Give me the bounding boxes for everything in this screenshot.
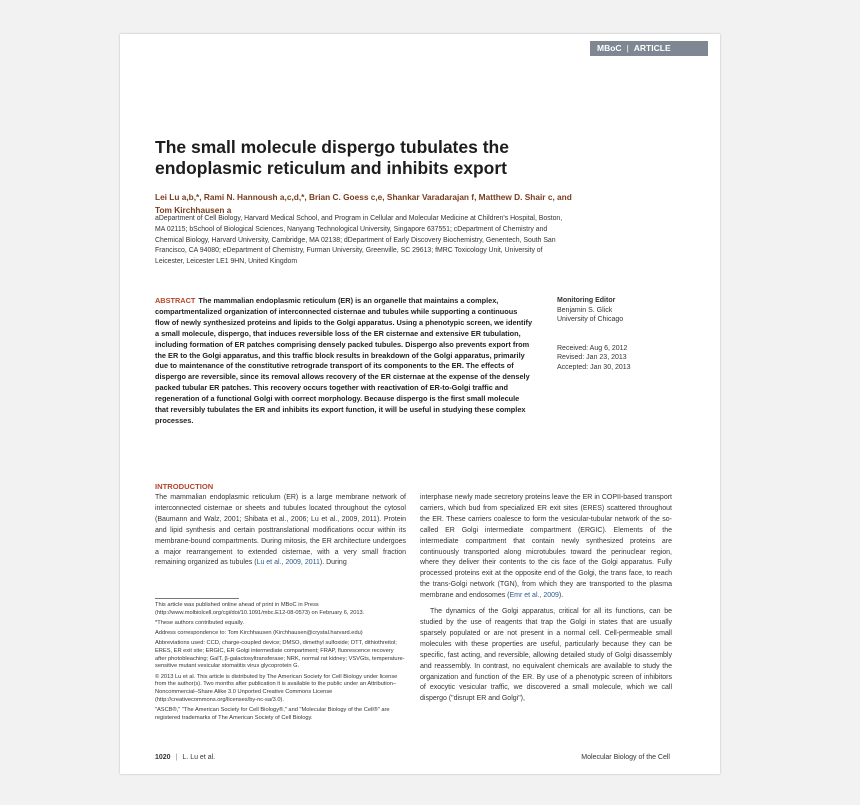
footnote-correspondence: Address correspondence to: Tom Kirchhausen (Kirchhausen@crystal.harvard.edu) <box>155 630 363 637</box>
accepted-date: Accepted: Jan 30, 2013 <box>557 363 631 371</box>
intro-paragraph-1-tail: ). During <box>319 559 347 567</box>
editor-affiliation: University of Chicago <box>557 316 624 323</box>
page-number: 1020 <box>155 754 171 761</box>
abstract <box>155 296 533 427</box>
citation-link[interactable]: Lu et al., 2009, 2011 <box>256 559 320 567</box>
abstract-label: ABSTRACT <box>155 296 196 305</box>
intro-paragraph-2-tail: ). <box>558 592 564 600</box>
editor-name: Benjamin S. Glick <box>557 306 613 314</box>
journal-badge <box>590 41 708 56</box>
intro-paragraph-1: The mammalian endoplasmic reticulum (ER) is a large membrane network of interconnected cisternae or sheets and tubules located throughout the cytosol (Baumann and Walz, 2001; Shibata et al., 2006; Lu et al., 2009, 2011). Protein and lipid synthesis and certain posttranslational modifications occur within its membrane-bound compartments. During mitosis, the ER architecture undergoes a major rearrangement to extended cisternae, with a very small fraction remaining organized as tubules ( <box>155 494 406 567</box>
footnote-trademarks: "ASCB®," "The American Society for Cell Biology®," and "Molecular Biology of the Cell®" are registered trademarks of The American Society of Cell Biology. <box>155 706 390 721</box>
footer-separator: | <box>175 754 178 761</box>
footnote-online: This article was published online ahead of print in MBoC in Press (http://www.molbiolcell.org/cgi/doi/10.1091/mbc.E12-08-0573) on February 6, 2013. <box>155 602 365 616</box>
article-title: The small molecule dispergo tubulates the endoplasmic reticulum and inhibits export <box>155 137 509 178</box>
footnote-copyright: © 2013 Lu et al. This article is distributed by The American Society for Cell Biology under license from the author(s). Two months after publication it is available to the public under an Attribution–Noncommercial–Share Alike 3.0 Unported Creative Commons License (http://creativecommons.org/licenses/by-nc-sa/3.0). <box>155 673 398 703</box>
editor-sidebar <box>557 296 697 372</box>
citation-link[interactable]: Emr et al., 2009 <box>509 592 559 600</box>
intro-column-left <box>155 493 406 569</box>
author-list: Lei Lu a,b,*, Rami N. Hannoush a,c,d,*, Brian C. Goess c,e, Shankar Varadarajan f, Matthew D. Shair c, and Tom Kirchhausen a <box>155 192 572 215</box>
footnote-divider <box>155 598 239 599</box>
journal-name: Molecular Biology of the Cell <box>581 754 670 761</box>
badge-separator: | <box>626 43 629 53</box>
editor-heading: Monitoring Editor <box>557 297 616 304</box>
page-footer <box>155 754 670 761</box>
article-type: ARTICLE <box>633 43 671 53</box>
intro-paragraph-2 <box>420 493 672 602</box>
intro-paragraph-2-text: interphase newly made secretory proteins leave the ER in COPII-based transport carriers, which bud from specialized ER exit sites (ERES) scattered throughout the ER. These carriers coalesce to form the vesicular-tubular network of the so-called ER Golgi intermediate compartment (ERGIC). Elements of the intermediate compartment that contain newly synthesized proteins are continuously transported along microtubules toward the perinuclear region, where they deliver their contents to the cis face of the Golgi apparatus. Fully processed proteins exit at the opposite end of the Golgi, the trans face, to reach the trans-Golgi network (TGN), from which they are transported to the plasma membrane and endosomes ( <box>420 494 672 600</box>
abstract-text: The mammalian endoplasmic reticulum (ER) is an organelle that maintains a complex, compartmentalized organization of interconnected cisternae and tubules while supporting a continuous flow of newly synthesized proteins and lipids to the Golgi apparatus. Using a phenotypic screen, we identify a small molecule, dispergo, that induces reversible loss of the ER cisternae and extensive ER tubulation, including formation of ER patches comprising densely packed tubules. Dispergo also prevents export from the ER to the Golgi apparatus, and this traffic block results in breakdown of the Golgi apparatus, primarily due to maintenance of the constitutive retrograde transport of its components to the ER. The effects of dispergo are reversible, since its removal allows recovery of the ER cisternae at the expense of the densely packed tubular ER patches. This recovery occurs together with reactivation of ER-to-Golgi traffic and regeneration of a functional Golgi with correct morphology. Because dispergo is the first small molecule that reversibly tubulates the ER and inhibits its export function, it will be useful in studying these complex processes. <box>155 296 533 425</box>
received-date: Received: Aug 6, 2012 <box>557 344 628 352</box>
article-page <box>120 34 720 774</box>
intro-column-right <box>420 493 672 705</box>
section-heading-introduction: INTRODUCTION <box>155 482 214 491</box>
journal-abbr: MBoC <box>597 43 622 53</box>
intro-paragraph-3: The dynamics of the Golgi apparatus, critical for all its functions, can be studied by the use of reagents that trap the Golgi in states that are usually sparsely populated or are not present in a normal cell. Cell-permeable small molecules with these properties are useful, particularly because they can be specific, fast acting, and reversible, allowing detailed study of Golgi disassembly and reassembly. In contrast, no equivalent chemicals are available to study the organization and function of the ER. By use of a phenotypic screen of inhibitors of exocytic vesicular traffic, we discovered a small molecule, which we call dispergo ("disrupt ER and Golgi"), <box>420 608 672 703</box>
footnotes <box>155 602 406 725</box>
running-author: L. Lu et al. <box>182 754 216 761</box>
affiliations: aDepartment of Cell Biology, Harvard Medical School, and Program in Cellular and Molecular Medicine at Children's Hospital, Boston, MA 02115; bSchool of Biological Sciences, Nanyang Technological University, Singapore 637551; cDepartment of Chemistry and Chemical Biology, Harvard University, Cambridge, MA 02138; dDepartment of Early Discovery Biochemistry, Genentech, South San Francisco, CA 94080; eDepartment of Chemistry, Furman University, Greenville, SC 29613; fMRC Toxicology Unit, University of Leicester, Leicester LE1 9HN, United Kingdom <box>155 215 563 266</box>
footnote-equal-contribution: *These authors contributed equally. <box>155 619 245 626</box>
footnote-abbreviations: Abbreviations used: CCD, charge-coupled device; DMSO, dimethyl sulfoxide; DTT, dithiothreitol; ERES, ER exit site; ERGIC, ER Golgi intermediate compartment; FRAP, fluorescence recovery after photobleaching; GalT, β-galactosyltransferase; NRK, normal rat kidney; VSVGts, temperature-sensitive mutant vesicular stomatitis virus glycoprotein G. <box>155 640 405 670</box>
revised-date: Revised: Jan 23, 2013 <box>557 354 627 361</box>
